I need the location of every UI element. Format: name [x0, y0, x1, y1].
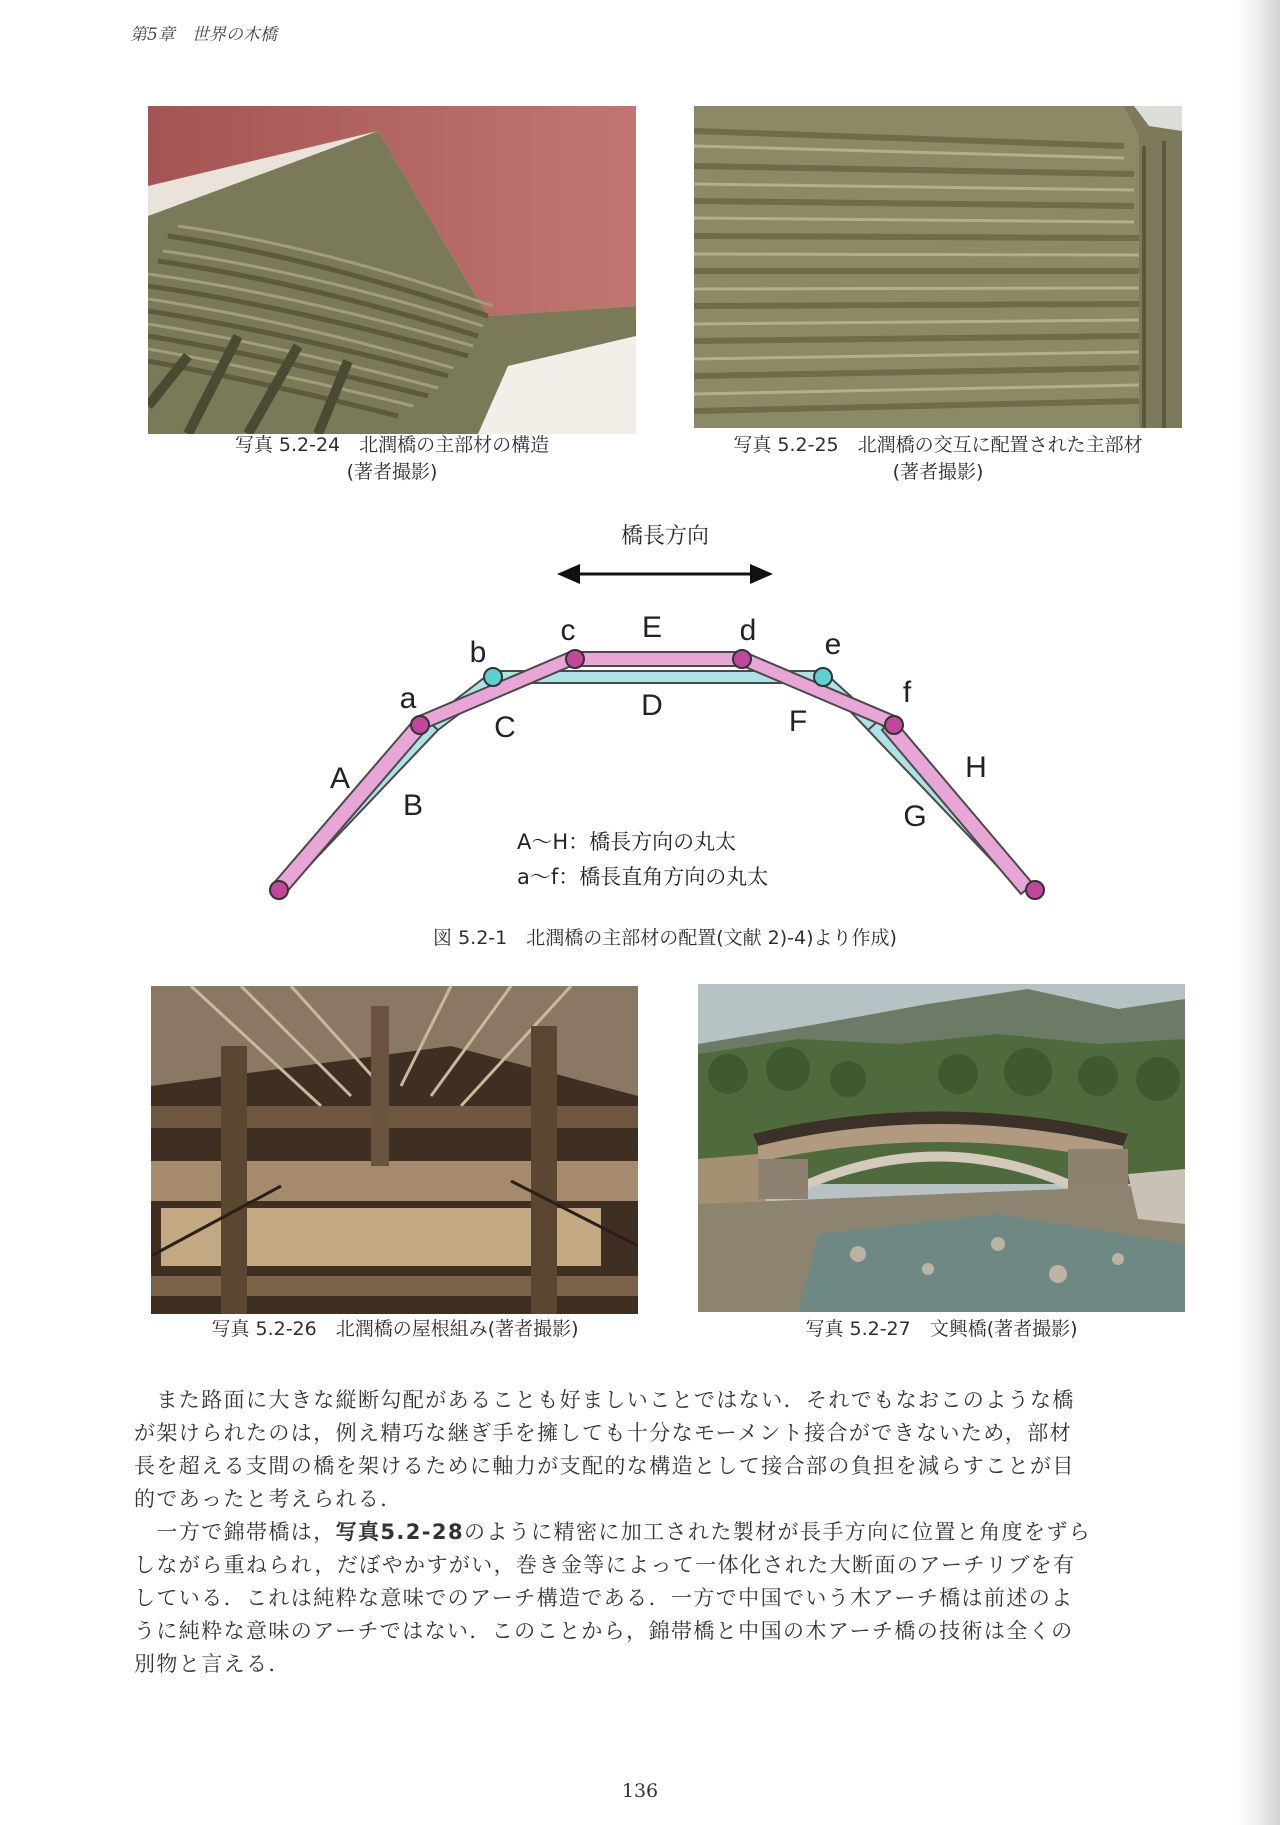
paragraph-1: また路面に大きな縦断勾配があることも好ましいことではない．それでもなおこのような橋 が架けられたのは，例え精巧な継ぎ手を擁しても十分なモーメント接合ができないため，部材 長を超える支間の橋を架けるために軸力が支配的な構造として接合部の負担を減らすことが目 的であったと考えられる．	[134, 1388, 1075, 1511]
running-header: 第5章 世界の木橋	[130, 25, 277, 45]
label-log-C: C	[494, 711, 516, 744]
direction-label: 橋長方向	[620, 524, 710, 549]
page-number: 136	[621, 1780, 659, 1802]
figure-caption: 図 5.2-1 北潤橋の主部材の配置(文献 2)-4)より作成)	[433, 927, 897, 949]
label-node-b: b	[469, 636, 487, 669]
label-log-H: H	[965, 751, 987, 784]
node-end-left	[270, 881, 288, 899]
label-node-c: c	[560, 614, 576, 647]
label-log-A: A	[329, 762, 351, 795]
label-log-B: B	[402, 789, 424, 822]
label-node-a: a	[399, 682, 417, 715]
photo-wenxing-bridge	[698, 984, 1185, 1312]
caption-photo-5-2-27: 写真 5.2-27 文興橋(著者撮影)	[805, 1318, 1078, 1340]
photo-reference-5-2-28[interactable]: 写真5.2-28	[335, 1520, 464, 1544]
node-a	[411, 716, 429, 734]
node-d	[733, 650, 751, 668]
caption-photo-5-2-26: 写真 5.2-26 北潤橋の屋根組み(著者撮影)	[211, 1318, 579, 1340]
direction-arrow	[557, 564, 773, 584]
label-log-G: G	[903, 800, 927, 833]
caption-photo-5-2-24: 写真 5.2-24 北潤橋の主部材の構造 (著者撮影)	[234, 434, 550, 483]
label-node-d: d	[739, 614, 757, 647]
label-log-D: D	[641, 689, 663, 722]
log-F	[736, 651, 897, 729]
node-e	[814, 668, 832, 686]
label-node-f: f	[902, 676, 912, 709]
log-E	[575, 652, 742, 666]
label-log-F: F	[788, 705, 808, 738]
label-node-e: e	[824, 628, 842, 661]
node-end-right	[1026, 881, 1044, 899]
caption-photo-5-2-25: 写真 5.2-25 北潤橋の交互に配置された主部材 (著者撮影)	[733, 434, 1143, 483]
node-b	[484, 668, 502, 686]
node-f	[885, 716, 903, 734]
node-c	[566, 650, 584, 668]
label-log-E: E	[641, 611, 663, 644]
paragraph-2: 一方で錦帯橋は，写真5.2-28のように精密に加工された製材が長手方向に位置と角度をずら しながら重ねられ，だぼやかすがい，巻き金等によって一体化された大断面のアーチリブを有 している．これは純粋な意味でのアーチ構造である．一方で中国でいう木アーチ橋は前述のよ うに純粋な意味のアーチではない．このことから，錦帯橋と中国の木アーチ橋の技術は全くの 別物と言える．	[134, 1520, 1092, 1676]
legend-line-1: A～H：橋長方向の丸太	[517, 830, 737, 854]
photo-beiren-roof-framing	[151, 986, 638, 1314]
legend-line-2: a～f：橋長直角方向の丸太	[517, 865, 769, 889]
